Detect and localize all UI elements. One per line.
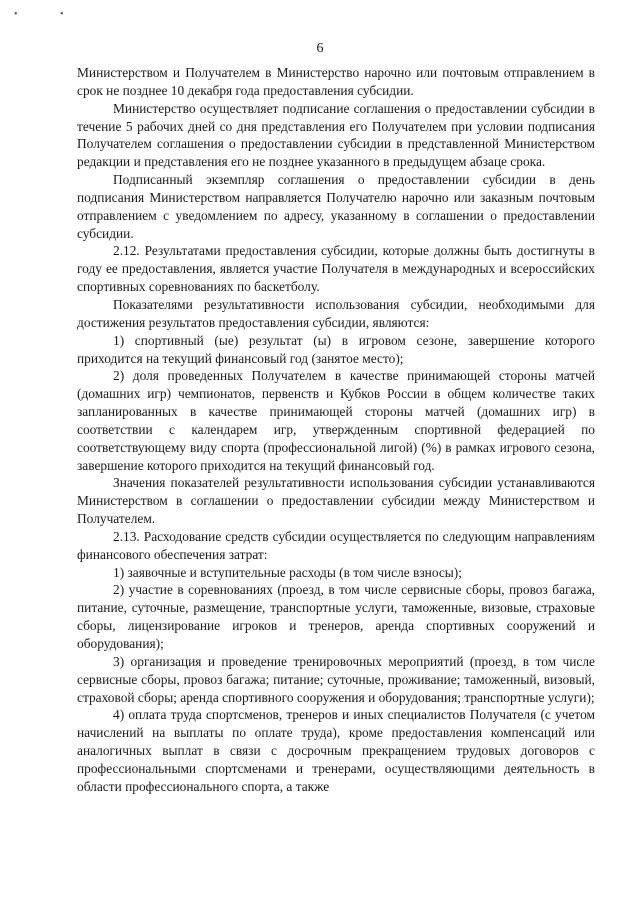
document-body — [77, 64, 595, 796]
scan-specks: • • — [14, 9, 84, 20]
list-item: 1) заявочные и вступительные расходы (в том числе взносы); — [113, 564, 462, 580]
paragraph: Министерством и Получателем в Министерство нарочно или почтовым отправлением в срок не позднее 10 декабря года предоставления субсидии. — [77, 65, 595, 98]
list-item: 3) организация и проведение тренировочных мероприятий (проезд, в том числе сервисные сборы, провоз багажа; питание; суточные, проживание; таможенный, визовый, страховой сборы; аренда спортивного сооружения и оборудования; транспортные услуги); — [77, 653, 595, 705]
paragraph: 2.13. Расходование средств субсидии осуществляется по следующим направлениям финансового обеспечения затрат: — [77, 528, 595, 562]
paragraph: Значения показателей результативности использования субсидии устанавливаются Министерством в соглашении о предоставлении субсидии между Министерством и Получателем. — [77, 475, 595, 527]
paragraph: Подписанный экземпляр соглашения о предоставлении субсидии в день подписания Министерством направляется Получателю нарочно или заказным почтовым отправлением с уведомлением по адресу, указанному в соглашении о предоставлении субсидии. — [77, 172, 595, 241]
list-item: 2) доля проведенных Получателем в качестве принимающей стороны матчей (домашних игр) чемпионатов, первенств и Кубков России в общем количестве таких запланированных в качестве принимающей стороны матчей (домашних игр) в соответствии с календарем игр, утвержденным спортивной федерацией по соответствующему виду спорта (профессиональной лигой) (%) в рамках игрового сезона, завершение которого приходится на текущий финансовый год. — [77, 368, 595, 473]
list-item: 1) спортивный (ые) результат (ы) в игровом сезоне, завершение которого приходится на текущий финансовый год (занятое место); — [77, 332, 595, 366]
list-item: 4) оплата труда спортсменов, тренеров и иных специалистов Получателя (с учетом начислений на выплаты по оплате труда), кроме предоставления компенсаций или аналогичных выплат в связи с досрочным прекращением трудовых договоров с профессиональными спортсменами и тренерами, осуществляющими деятельность в области профессионального спорта, а также — [77, 707, 595, 794]
paragraph: Показателями результативности использования субсидии, необходимыми для достижения результатов предоставления субсидии, являются: — [77, 296, 595, 330]
paragraph: 2.12. Результатами предоставления субсидии, которые должны быть достигнуты в году ее предоставления, является участие Получателя в международных и всероссийских спортивных соревнованиях по баскетболу. — [77, 243, 595, 295]
list-item: 2) участие в соревнованиях (проезд, в том числе сервисные сборы, провоз багажа, питание, суточные, размещение, транспортные услуги, таможенные, визовые, страховые сборы, лицензирование игроков и тренеров, аренда спортивных сооружений и оборудования); — [77, 582, 595, 651]
page-number: 6 — [316, 41, 324, 56]
paragraph: Министерство осуществляет подписание соглашения о предоставлении субсидии в течение 5 рабочих дней со дня представления его Получателем при условии подписания Получателем соглашения о предоставлении субсидии в представленной Министерством редакции и представления его не позднее указанного в предыдущем абзаце срока. — [77, 100, 595, 170]
